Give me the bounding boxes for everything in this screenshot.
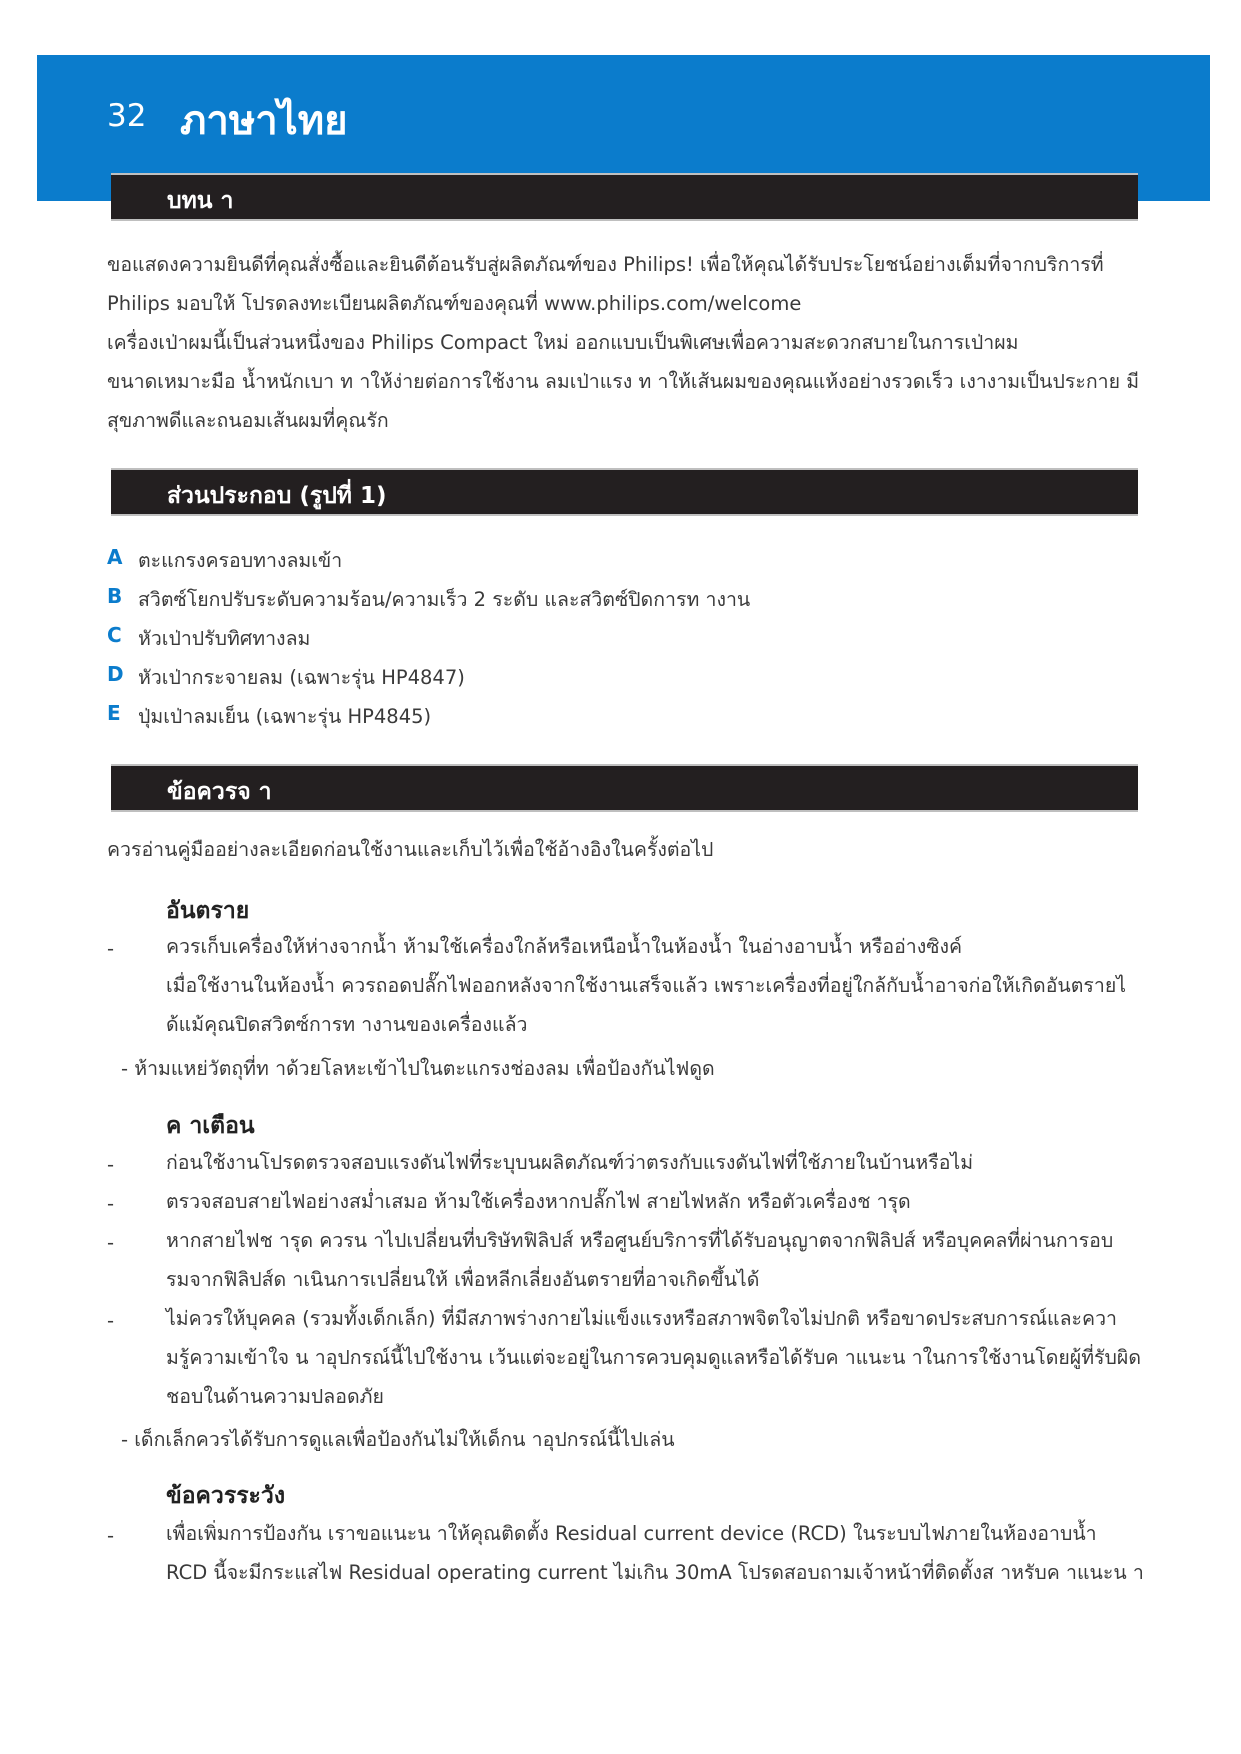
page-number: 32 xyxy=(107,98,147,134)
caution-heading: ข้อควรระวัง xyxy=(166,1483,286,1509)
warning-item: ตรวจสอบสายไฟอย่างสม่ำเสมอ ห้ามใช้เครื่องหากปลั๊กไฟ สายไฟหลัก หรือตัวเครื่องช ารุด xyxy=(166,1190,911,1213)
part-letter: A xyxy=(107,545,123,569)
part-letter: C xyxy=(107,623,122,647)
danger-item-line: ด้แม้คุณปิดสวิตซ์การท างานของเครื่องแล้ว xyxy=(166,1013,528,1036)
warning-item-line: ไม่ควรให้บุคคล (รวมทั้งเด็กเล็ก) ที่มีสภาพร่างกายไม่แข็งแรงหรือสภาพจิตใจไม่ปกติ หรือขาดประสบการณ์และควา xyxy=(166,1307,1117,1330)
danger-item-line: ควรเก็บเครื่องให้ห่างจากน้ำ ห้ามใช้เครื่องใกล้หรือเหนือน้ำในห้องน้ำ ในอ่างอาบน้ำ หรืออ่างซิงค์ xyxy=(166,935,963,958)
section-bar-important xyxy=(111,764,1138,812)
part-label: ตะแกรงครอบทางลมเข้า xyxy=(138,549,343,572)
bullet-dash: - xyxy=(107,1153,115,1176)
bullet-dash: - xyxy=(107,1192,115,1215)
part-letter: B xyxy=(107,584,123,608)
warning-item: - เด็กเล็กควรได้รับการดูแลเพื่อป้องกันไม่ให้เด็กน าอุปกรณ์นี้ไปเล่น xyxy=(121,1428,675,1451)
section-title-intro: บทน า xyxy=(167,188,234,214)
language-title: ภาษาไทย xyxy=(180,98,348,144)
bullet-dash: - xyxy=(107,1309,115,1332)
intro-line: สุขภาพดีและถนอมเส้นผมที่คุณรัก xyxy=(107,409,389,432)
part-label: ปุ่มเป่าลมเย็น (เฉพาะรุ่น HP4845) xyxy=(138,705,432,728)
intro-line: ขอแสดงความยินดีที่คุณสั่งซื้อและยินดีต้อนรับสู่ผลิตภัณฑ์ของ Philips! เพื่อให้คุณได้รับประโยชน์อย่างเต็มที่จากบริการที่ xyxy=(107,253,1104,276)
warning-item-line: ชอบในด้านความปลอดภัย xyxy=(166,1385,384,1408)
section-bar-intro xyxy=(111,173,1138,221)
bullet-dash: - xyxy=(107,1524,115,1547)
caution-item-line: เพื่อเพิ่มการป้องกัน เราขอแนะน าให้คุณติดตั้ง Residual current device (RCD) ในระบบไฟภายในห้องอาบน้ำ xyxy=(166,1522,1097,1545)
section-title-parts: ส่วนประกอบ (รูปที่ 1) xyxy=(167,483,387,509)
danger-item-line: เมื่อใช้งานในห้องน้ำ ควรถอดปลั๊กไฟออกหลังจากใช้งานเสร็จแล้ว เพราะเครื่องที่อยู่ใกล้กับน้ำอาจก่อให้เกิดอันตรายไ xyxy=(166,974,1127,997)
part-label: สวิตซ์โยกปรับระดับความร้อน/ความเร็ว 2 ระดับ และสวิตซ์ปิดการท างาน xyxy=(138,588,751,611)
part-label: หัวเป่าปรับทิศทางลม xyxy=(138,627,311,650)
bullet-dash: - xyxy=(107,937,115,960)
important-intro: ควรอ่านคู่มืออย่างละเอียดก่อนใช้งานและเก็บไว้เพื่อใช้อ้างอิงในครั้งต่อไป xyxy=(107,838,714,861)
warning-item-line: มรู้ความเข้าใจ น าอุปกรณ์นี้ไปใช้งาน เว้นแต่จะอยู่ในการควบคุมดูแลหรือได้รับค าแนะน าในการใช้งานโดยผู้ที่รับผิด xyxy=(166,1346,1141,1369)
bullet-dash: - xyxy=(107,1231,115,1254)
part-letter: D xyxy=(107,662,124,686)
intro-line: ขนาดเหมาะมือ น้ำหนักเบา ท าให้ง่ายต่อการใช้งาน ลมเป่าแรง ท าให้เส้นผมของคุณแห้งอย่างรวดเร็ว เงางามเป็นประกาย มี xyxy=(107,370,1140,393)
caution-item-line: RCD นี้จะมีกระแสไฟ Residual operating current ไม่เกิน 30mA โปรดสอบถามเจ้าหน้าที่ติดตั้งส าหรับค าแนะน า xyxy=(166,1561,1144,1584)
danger-item: - ห้ามแหย่วัตถุที่ท าด้วยโลหะเข้าไปในตะแกรงช่องลม เพื่อป้องกันไฟดูด xyxy=(121,1057,715,1080)
warning-item-line: หากสายไฟช ารุด ควรน าไปเปลี่ยนที่บริษัทฟิลิปส์ หรือศูนย์บริการที่ได้รับอนุญาตจากฟิลิปส์ หรือบุคคลที่ผ่านการอบ xyxy=(166,1229,1114,1252)
intro-line: Philips มอบให้ โปรดลงทะเบียนผลิตภัณฑ์ของคุณที่ www.philips.com/welcome xyxy=(107,292,802,315)
part-label: หัวเป่ากระจายลม (เฉพาะรุ่น HP4847) xyxy=(138,666,465,689)
section-bar-parts xyxy=(111,468,1138,516)
warning-heading: ค าเตือน xyxy=(166,1113,255,1139)
part-letter: E xyxy=(107,701,121,725)
danger-heading: อันตราย xyxy=(166,898,250,924)
intro-line: เครื่องเป่าผมนี้เป็นส่วนหนึ่งของ Philips Compact ใหม่ ออกแบบเป็นพิเศษเพื่อความสะดวกสบายในการเป่าผม xyxy=(107,331,1019,354)
warning-item: ก่อนใช้งานโปรดตรวจสอบแรงดันไฟที่ระบุบนผลิตภัณฑ์ว่าตรงกับแรงดันไฟที่ใช้ภายในบ้านหรือไม่ xyxy=(166,1151,974,1174)
section-title-important: ข้อควรจ า xyxy=(167,779,272,805)
warning-item-line: รมจากฟิลิปส์ด าเนินการเปลี่ยนให้ เพื่อหลีกเลี่ยงอันตรายที่อาจเกิดขึ้นได้ xyxy=(166,1268,760,1291)
